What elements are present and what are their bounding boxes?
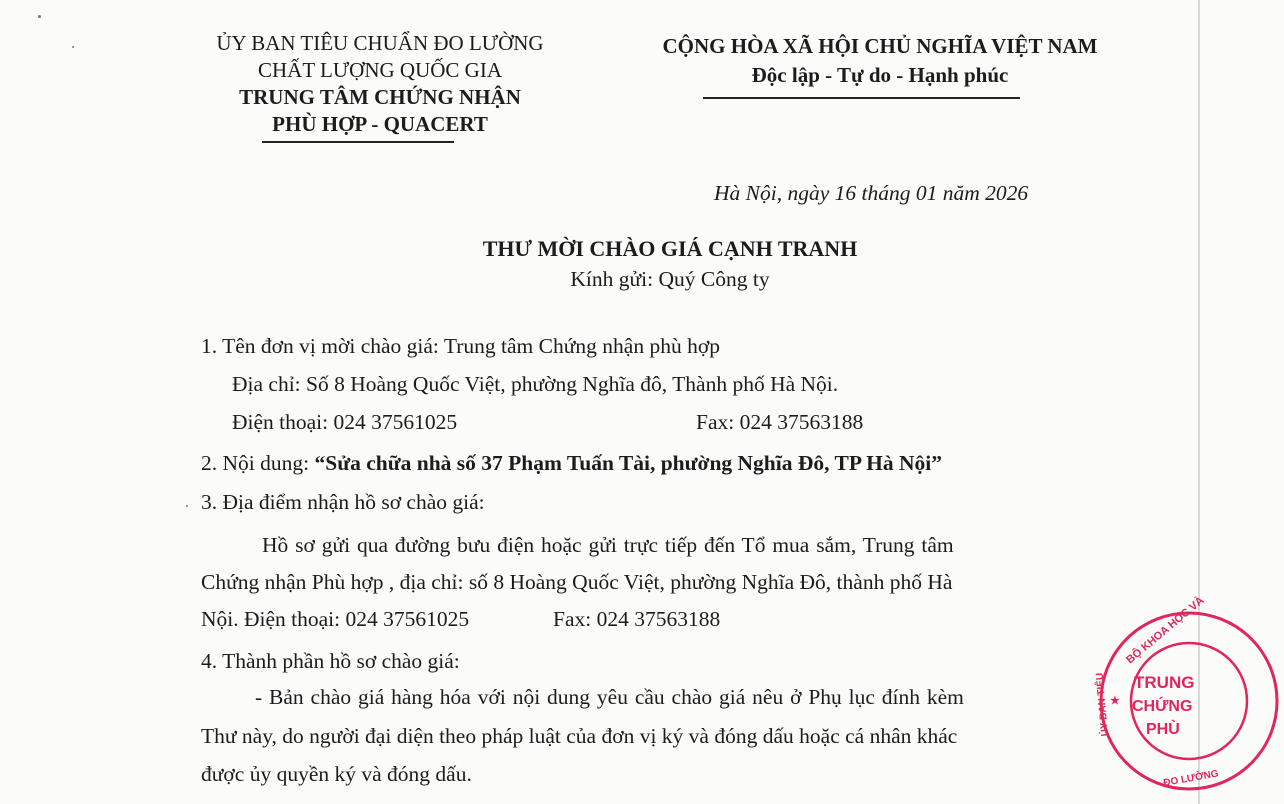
stamp-line-3: PHÙ: [1146, 721, 1180, 738]
agency-line-2: CHẤT LƯỢNG QUỐC GIA: [258, 58, 502, 82]
section-4-line-2: Thư này, do người đại diện theo pháp luật của đơn vị ký và đóng dấu hoặc cá nhân khác: [201, 724, 958, 748]
section-4-line-3: được ủy quyền ký và đóng dấu.: [201, 762, 472, 786]
section-1-line: 1. Tên đơn vị mời chào giá: Trung tâm Chứng nhận phù hợp: [201, 334, 720, 358]
svg-text:★: ★: [1110, 695, 1120, 707]
greeting: Kính gửi: Quý Công ty: [570, 267, 770, 291]
svg-text:ĐO LƯỜNG: ĐO LƯỜNG: [1162, 768, 1220, 789]
section-1-address: Địa chỉ: Số 8 Hoàng Quốc Việt, phường Nghĩa đô, Thành phố Hà Nội.: [232, 372, 839, 396]
section-2-prefix: 2. Nội dung:: [201, 451, 315, 475]
national-motto-line-1: CỘNG HÒA XÃ HỘI CHỦ NGHĨA VIỆT NAM: [662, 34, 1098, 58]
document-title: THƯ MỜI CHÀO GIÁ CẠNH TRANH: [482, 236, 858, 261]
stamp-line-1: TRUNG: [1134, 673, 1195, 692]
agency-line-4: PHÙ HỢP - QUACERT: [272, 112, 488, 136]
svg-text:BỘ KHOA HỌC VÀ: BỘ KHOA HỌC VÀ: [1124, 594, 1207, 667]
section-3-phone: Nội. Điện thoại: 024 37561025: [201, 607, 470, 631]
section-4-line-1: - Bản chào giá hàng hóa với nội dung yêu cầu chào giá nêu ở Phụ lục đính kèm: [255, 685, 964, 709]
section-4-heading: 4. Thành phần hồ sơ chào giá:: [201, 649, 460, 673]
national-header: [625, 33, 1135, 89]
section-3-line-1: Hồ sơ gửi qua đường bưu điện hoặc gửi trực tiếp đến Tổ mua sắm, Trung tâm: [262, 533, 954, 557]
scan-speck: [186, 505, 188, 507]
section-1-fax: Fax: 024 37563188: [696, 410, 864, 434]
document-date: Hà Nội, ngày 16 tháng 01 năm 2026: [714, 181, 1029, 205]
stamp-line-2: CHỨNG: [1132, 698, 1193, 715]
section-3-line-2: Chứng nhận Phù hợp , địa chỉ: số 8 Hoàng Quốc Việt, phường Nghĩa Đô, thành phố Hà: [201, 570, 953, 594]
scan-speck: [38, 15, 41, 18]
scan-speck: [72, 46, 74, 48]
section-2-content: “Sửa chữa nhà số 37 Phạm Tuấn Tài, phường Nghĩa Đô, TP Hà Nội”: [314, 451, 943, 475]
svg-text:ỦY BAN TIÊU: ỦY BAN TIÊU: [1094, 672, 1111, 737]
national-motto-line-2: Độc lập - Tự do - Hạnh phúc: [751, 63, 1009, 87]
section-3-fax: Fax: 024 37563188: [553, 607, 721, 631]
national-underline: [703, 97, 1020, 99]
official-stamp: [1094, 594, 1284, 796]
agency-line-3: TRUNG TÂM CHỨNG NHẬN: [239, 85, 521, 109]
agency-underline: [262, 141, 454, 143]
agency-line-1: ỦY BAN TIÊU CHUẨN ĐO LƯỜNG: [216, 31, 544, 55]
agency-header: [170, 30, 590, 138]
section-2-line: [201, 451, 942, 476]
section-1-phone: Điện thoại: 024 37561025: [232, 410, 458, 434]
section-3-heading: 3. Địa điểm nhận hồ sơ chào giá:: [201, 490, 485, 514]
